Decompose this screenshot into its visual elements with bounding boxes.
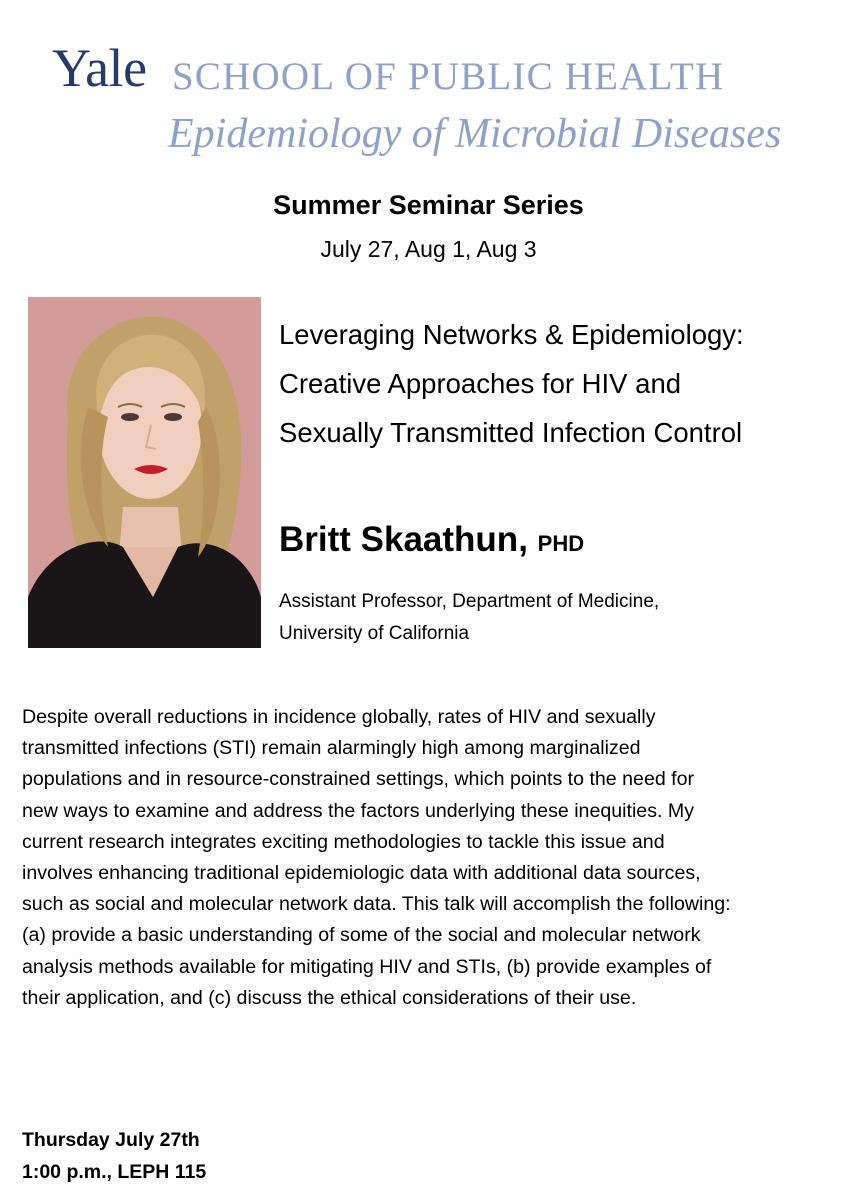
- abstract-line: populations and in resource-constrained settings, which points to the need for: [22, 768, 695, 791]
- abstract-line: their application, and (c) discuss the ethical considerations of their use.: [22, 986, 637, 1009]
- affiliation-line: Assistant Professor, Department of Medicine,: [279, 591, 660, 612]
- abstract-line: such as social and molecular network data. This talk will accomplish the following:: [22, 893, 731, 916]
- abstract: [22, 702, 842, 1014]
- abstract-line: analysis methods available for mitigating HIV and STIs, (b) provide examples of: [22, 955, 712, 978]
- talk-title-line: Sexually Transmitted Infection Control: [279, 417, 743, 448]
- department-name: Epidemiology of Microbial Diseases: [168, 111, 782, 157]
- abstract-line: new ways to examine and address the factors underlying these inequities. My: [22, 799, 694, 822]
- abstract-line: involves enhancing traditional epidemiologic data with additional data sources,: [22, 862, 701, 885]
- abstract-line: current research integrates exciting methodologies to tackle this issue and: [22, 830, 665, 853]
- school-name: SCHOOL OF PUBLIC HEALTH: [172, 55, 725, 98]
- yale-wordmark: Yale: [52, 38, 147, 98]
- speaker-portrait: [28, 297, 261, 648]
- speaker-name-line: [279, 520, 584, 560]
- abstract-line: transmitted infections (STI) remain alarmingly high among marginalized: [22, 737, 641, 760]
- series-dates: July 27, Aug 1, Aug 3: [320, 236, 537, 262]
- speaker-degree: PHD: [537, 531, 585, 556]
- talk-title-line: Leveraging Networks & Epidemiology:: [279, 319, 744, 350]
- event-details: [22, 1124, 206, 1188]
- talk-title-line: Creative Approaches for HIV and: [279, 368, 682, 399]
- abstract-line: Despite overall reductions in incidence globally, rates of HIV and sexually: [22, 706, 656, 728]
- abstract-line: (a) provide a basic understanding of some of the social and molecular network: [22, 924, 701, 947]
- series-title: Summer Seminar Series: [273, 190, 584, 220]
- speaker-affiliation: [279, 586, 839, 650]
- event-time-location: 1:00 p.m., LEPH 115: [22, 1161, 207, 1183]
- speaker-name: Britt Skaathun,: [279, 520, 528, 559]
- talk-title: [279, 310, 839, 457]
- event-day: Thursday July 27th: [22, 1129, 200, 1151]
- affiliation-line: University of California: [279, 623, 470, 644]
